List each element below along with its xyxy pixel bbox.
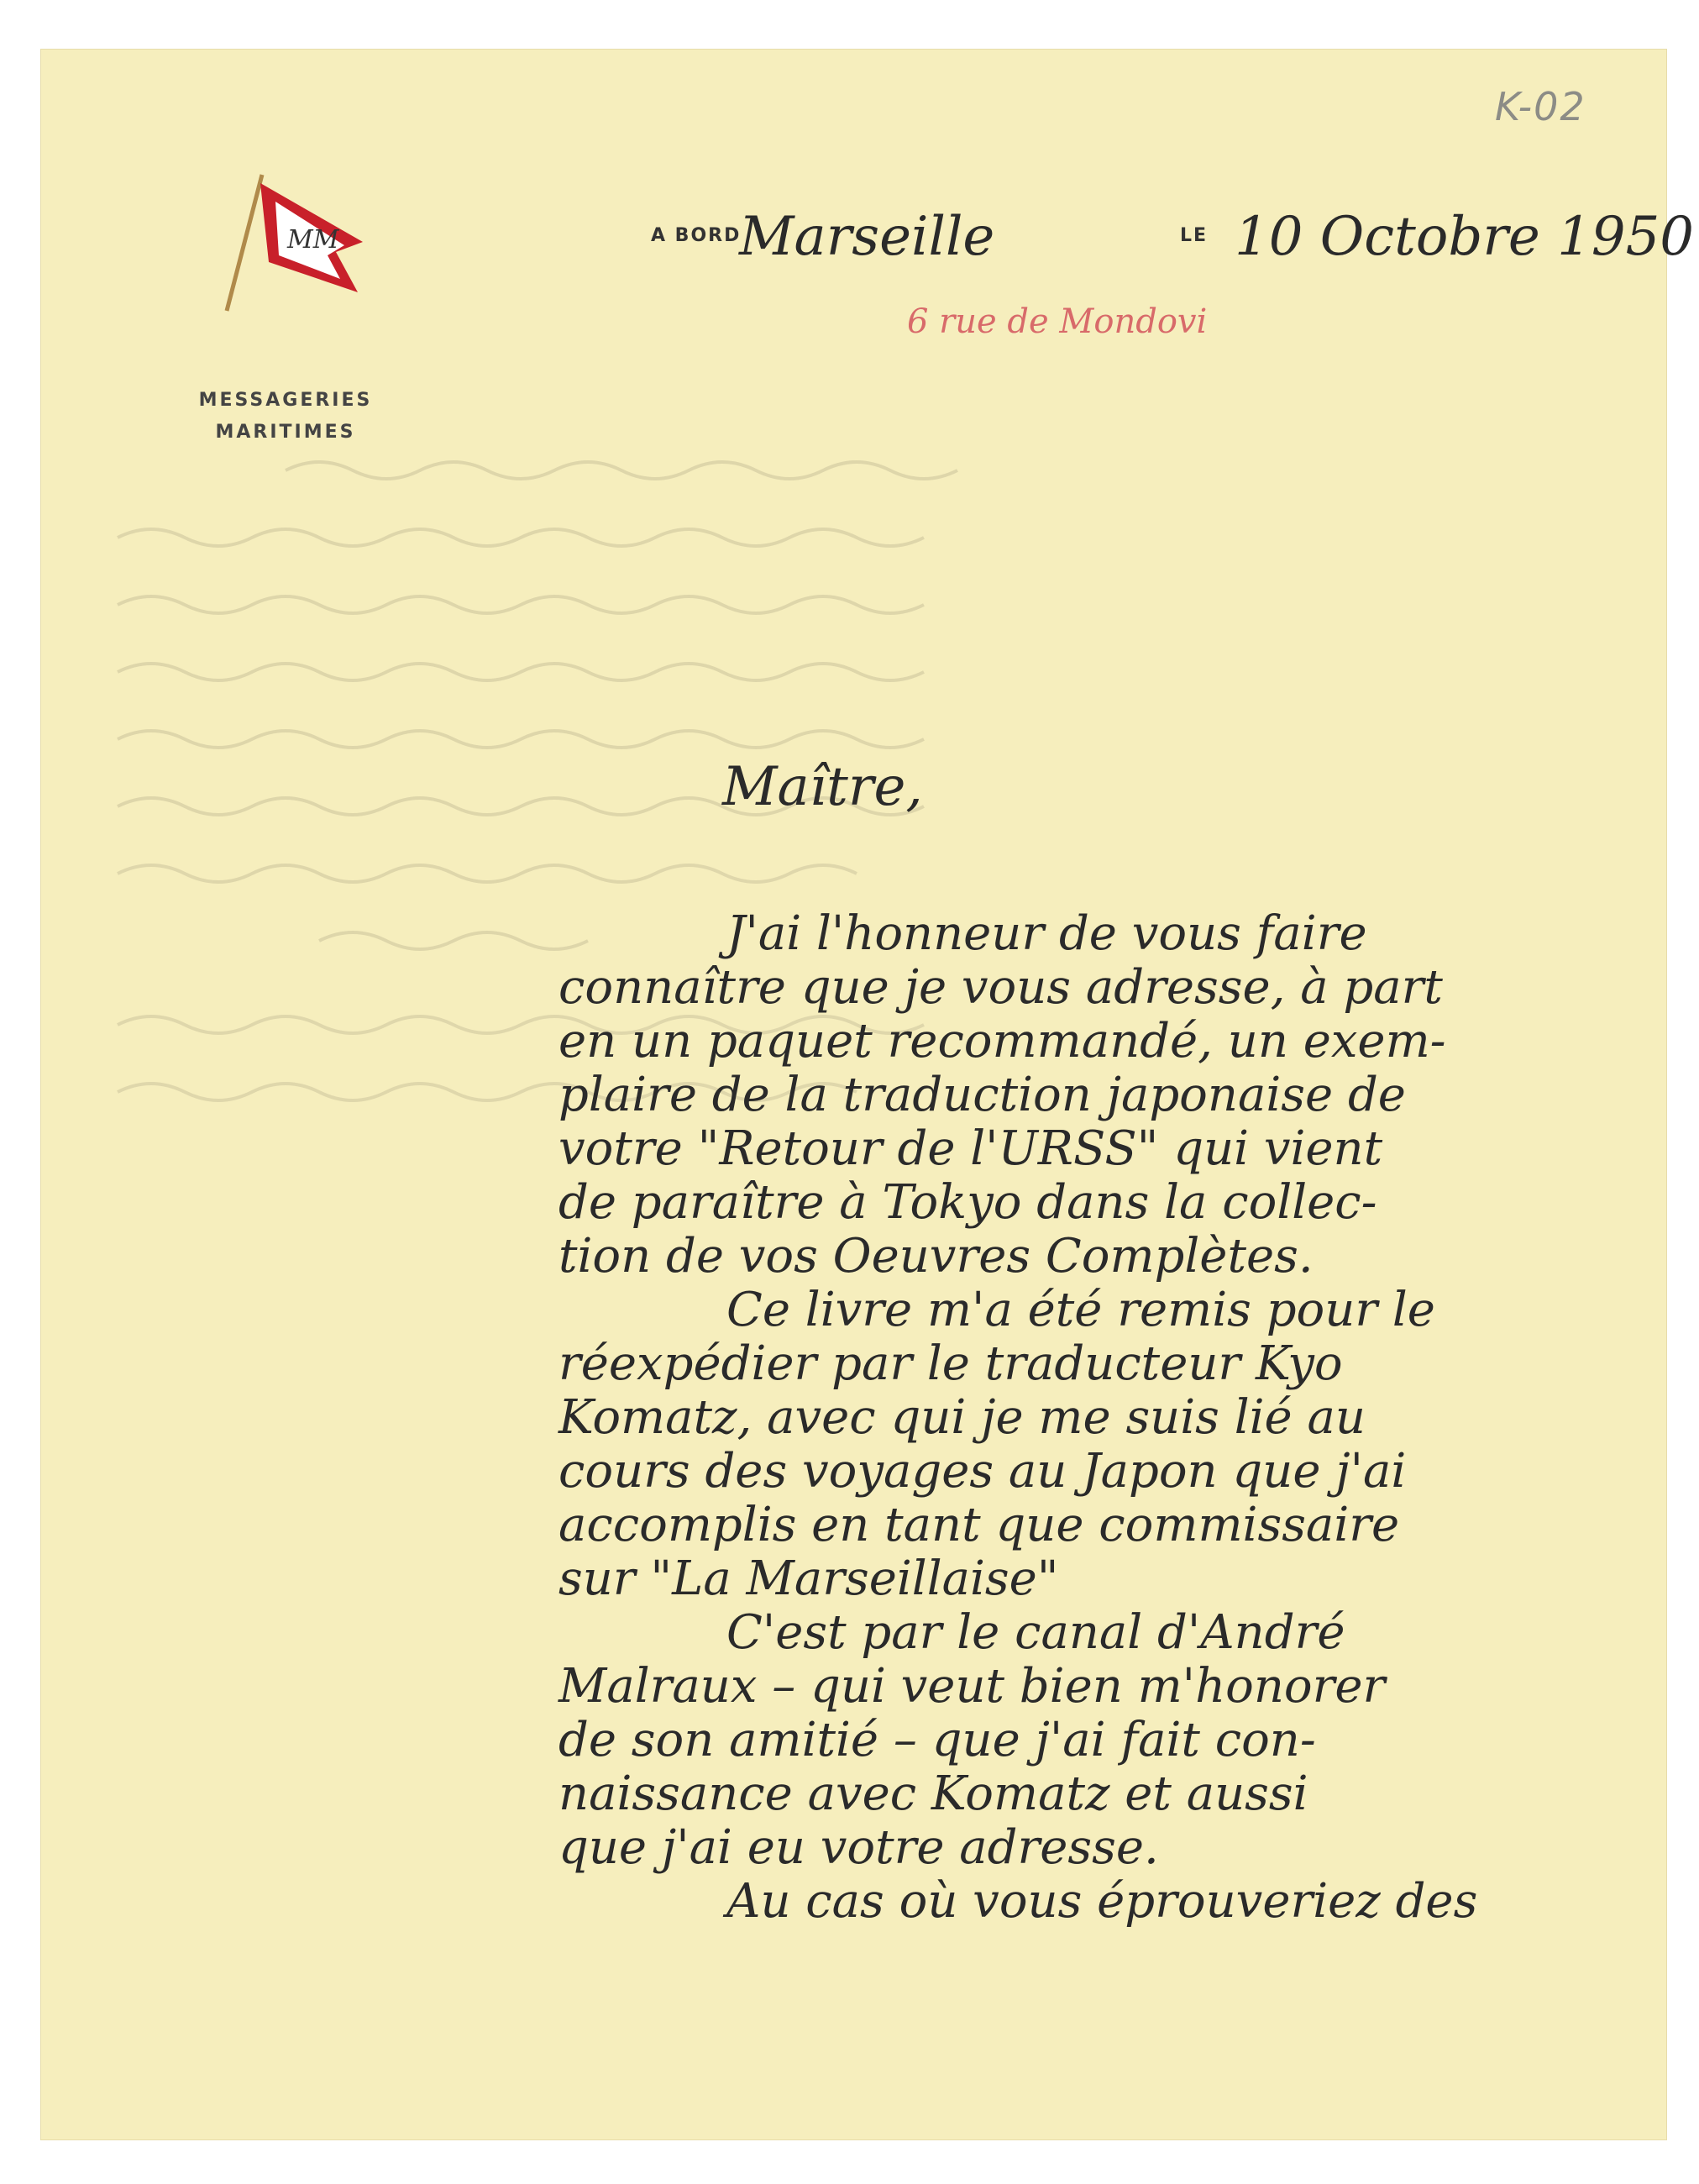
- body-line: réexpédier par le traducteur Kyo: [558, 1336, 1343, 1391]
- body-line: votre "Retour de l'URSS" qui vient: [558, 1121, 1383, 1176]
- body-line: connaître que je vous adresse, à part: [558, 960, 1443, 1015]
- body-line: en un paquet recommandé, un exem-: [558, 1014, 1446, 1068]
- body-line: de son amitié – que j'ai fait con-: [558, 1713, 1316, 1767]
- a-bord-label: A BORD: [651, 225, 742, 246]
- body-line: plaire de la traduction japonaise de: [558, 1068, 1406, 1122]
- flag-logo-icon: [210, 168, 370, 319]
- le-label: LE: [1180, 225, 1209, 246]
- letter-body: [558, 907, 1642, 1929]
- flag-monogram: MM: [287, 225, 339, 255]
- greeting: Maître,: [722, 756, 923, 818]
- body-line: naissance avec Komatz et aussi: [558, 1767, 1308, 1821]
- company-line-1: MESSAGERIES: [198, 390, 373, 411]
- body-line: Au cas où vous éprouveriez des: [726, 1874, 1478, 1929]
- place-handwritten: Marseille: [739, 206, 995, 268]
- body-line: cours des voyages au Japon que j'ai: [558, 1444, 1407, 1499]
- archive-reference: K-02: [1495, 84, 1586, 129]
- body-line: de paraître à Tokyo dans la collec-: [558, 1175, 1377, 1230]
- body-line: Komatz, avec qui je me suis lié au: [558, 1390, 1366, 1445]
- body-line: C'est par le canal d'André: [726, 1605, 1345, 1660]
- date-handwritten: 10 Octobre 1950: [1235, 206, 1694, 268]
- body-line: tion de vos Oeuvres Complètes.: [558, 1229, 1314, 1284]
- street-address-red: 6 rue de Mondovi: [907, 302, 1208, 341]
- body-line: Ce livre m'a été remis pour le: [726, 1283, 1435, 1337]
- body-line: J'ai l'honneur de vous faire: [726, 906, 1367, 961]
- body-line: accomplis en tant que commissaire: [558, 1498, 1400, 1552]
- body-line: Malraux – qui veut bien m'honorer: [558, 1659, 1386, 1714]
- body-line: que j'ai eu votre adresse.: [558, 1820, 1159, 1875]
- company-line-2: MARITIMES: [215, 422, 356, 443]
- body-line: sur "La Marseillaise": [558, 1551, 1059, 1606]
